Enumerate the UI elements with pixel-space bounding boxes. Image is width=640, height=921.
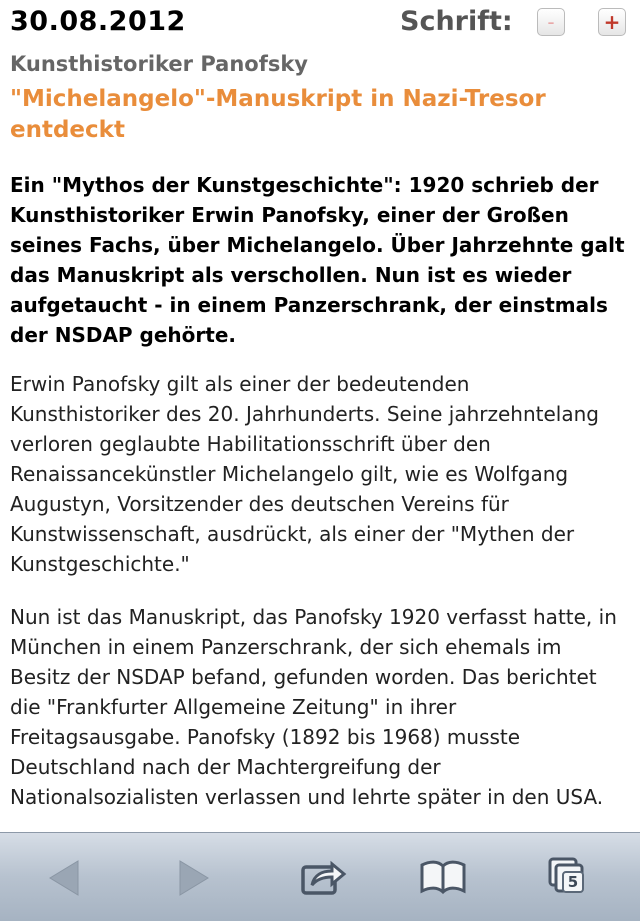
share-icon xyxy=(298,855,348,901)
forward-button[interactable] xyxy=(168,855,218,901)
article-kicker: Kunsthistoriker Panofsky xyxy=(10,52,308,76)
article-date: 30.08.2012 xyxy=(10,6,186,37)
bookmarks-icon xyxy=(418,855,468,901)
share-button[interactable] xyxy=(298,855,348,901)
article-paragraph: Erwin Panofsky gilt als einer der bedeutenden Kunsthistoriker des 20. Jahrhunderts. Seine jahrzehntelang verloren geglaubte Habilitationsschrift über den Renaissancekünstler Michelangelo gilt, wie es Wolfgang Augustyn, Vorsitzender des deutschen Vereins für Kunstwissenschaft, ausdrückt, als einer der "Mythen der Kunstgeschichte." xyxy=(10,372,599,576)
article-header xyxy=(0,0,640,48)
font-decrease-button[interactable]: - xyxy=(537,8,565,36)
browser-toolbar xyxy=(0,832,640,921)
font-size-label: Schrift: xyxy=(400,6,513,37)
bookmarks-button[interactable] xyxy=(418,855,468,901)
article-headline: "Michelangelo"-Manuskript in Nazi-Tresor entdeckt xyxy=(10,86,546,143)
tab-count-badge: 5 xyxy=(562,871,584,893)
back-button[interactable] xyxy=(40,855,90,901)
pages-button[interactable] xyxy=(544,855,594,901)
article-lead: Ein "Mythos der Kunstgeschichte": 1920 schrieb der Kunsthistoriker Erwin Panofsky, einer der Großen seines Fachs, über Michelangelo. Über Jahrzehnte galt das Manuskript als verschollen. Nun ist es wieder aufgetaucht - in einem Panzerschrank, der einstmals der NSDAP gehörte. xyxy=(10,173,625,347)
article-paragraph: Nun ist das Manuskript, das Panofsky 1920 verfasst hatte, in München in einem Panzerschrank, der sich ehemals im Besitz der NSDAP befand, gefunden worden. Das berichtet die "Frankfurter Allgemeine Zeitung" in ihrer Freitagsausgabe. Panofsky (1892 bis 1968) musste Deutschland nach der Machtergreifung der Nationalsozialisten verlassen und lehrte später in den USA. xyxy=(10,605,617,809)
back-arrow-icon xyxy=(40,855,90,901)
forward-arrow-icon xyxy=(168,855,218,901)
font-increase-button[interactable]: + xyxy=(598,8,626,36)
